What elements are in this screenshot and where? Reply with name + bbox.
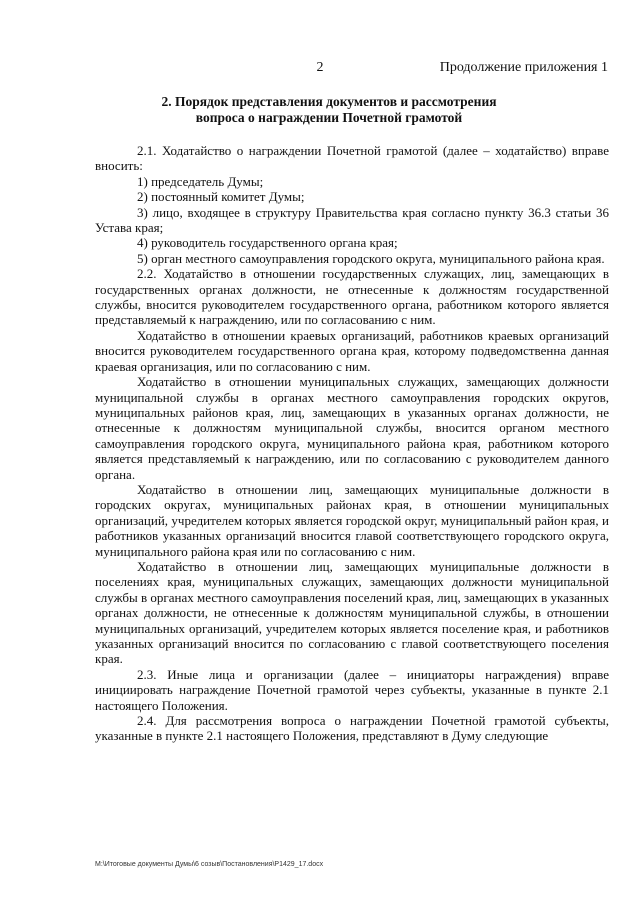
document-body: [95, 143, 609, 744]
paragraph-regional-organizations: Ходатайство в отношении краевых организаций, работников краевых организаций вносится руководителем государственного органа края, которому подведомственна данная краевая организация, или по согласованию с ним.: [95, 327, 609, 374]
section-title-line-2: вопроса о награждении Почетной грамотой: [195, 110, 463, 125]
paragraph-2-4: 2.4. Для рассмотрения вопроса о награждении Почетной грамотой субъекты, указанные в пункте 2.1 настоящего Положения, представляют в Думу следующие: [95, 713, 609, 744]
section-title: [94, 94, 564, 126]
section-title-line-1: 2. Порядок представления документов и рассмотрения: [161, 94, 497, 109]
paragraph-municipal-positions-settlements: Ходатайство в отношении лиц, замещающих муниципальные должности в поселениях края, муниципальных служащих, замещающих должности муниципальной службы в органах местного самоуправления поселений края, лиц, замещающих в указанных органах должности, не отнесенные к должностям муниципальной службы, в отношении муниципальных организаций, учредителем которых является поселение края, и работников указанных организаций вносится по согласованию с главой соответствующего поселения края.: [95, 558, 609, 667]
paragraph-2-1: 2.1. Ходатайство о награждении Почетной грамотой (далее – ходатайство) вправе вносить:: [95, 143, 609, 174]
paragraph-municipal-servants: Ходатайство в отношении муниципальных служащих, замещающих должности муниципальной службы в органах местного самоуправления городских округов, муниципальных районов края, лиц, замещающих в указанных органах должности, не отнесенные к должностям муниципальной службы, вносится органом местного самоуправления городского округа, муниципального района края, работником которого является представляемый к награждению, или по согласованию с руководителем данного органа.: [95, 374, 609, 482]
list-item-5: 5) орган местного самоуправления городского округа, муниципального района края.: [137, 250, 605, 266]
list-item-4: 4) руководитель государственного органа края;: [137, 235, 398, 251]
list-item-2: 2) постоянный комитет Думы;: [137, 189, 305, 205]
page-number: 2: [316, 60, 324, 75]
appendix-continuation-label: Продолжение приложения 1: [439, 60, 608, 75]
paragraph-municipal-positions-districts: Ходатайство в отношении лиц, замещающих муниципальные должности в городских округах, муниципальных районах края, в отношении муниципальных организаций, учредителем которых является городской округ, муниципальный район края, и работников указанных организаций вносится главой соответствующего городского округа, муниципального района края или по согласованию с ним.: [95, 481, 609, 559]
list-item-1: 1) председатель Думы;: [137, 173, 264, 189]
paragraph-2-3: 2.3. Иные лица и организации (далее – инициаторы награждения) вправе инициировать награждение Почетной грамотой через субъекты, указанные в пункте 2.1 настоящего Положения.: [95, 666, 609, 713]
paragraph-2-2: 2.2. Ходатайство в отношении государственных служащих, лиц, замещающих в государственных органах должности, не отнесенные к должностям государственной службы, вносится руководителем государственного органа, работником которого является представляемый к награждению, или по согласованию с ним.: [95, 266, 609, 328]
file-path-footer: М:\Итоговые документы Думы\6 созыв\Постановления\Р1429_17.docx: [95, 861, 324, 868]
list-item-3: 3) лицо, входящее в структуру Правительства края согласно пункту 36.3 статьи 36 Устава края;: [95, 204, 609, 236]
